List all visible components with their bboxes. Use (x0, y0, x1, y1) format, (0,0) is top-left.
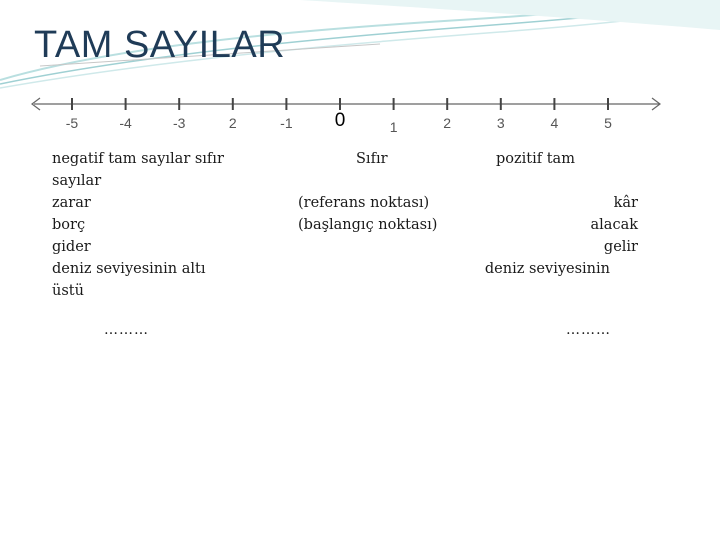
number-line (28, 95, 668, 137)
left-item: gider (52, 239, 91, 255)
right-item: kâr (613, 195, 638, 211)
positive-heading: pozitif tam (496, 151, 575, 167)
tick-label: 3 (496, 115, 505, 131)
tick-label: 2 (443, 115, 452, 131)
left-item: deniz seviyesinin altı (52, 261, 206, 277)
tick-label: -3 (172, 115, 186, 131)
page-title: TAM SAYILAR (34, 24, 286, 66)
negative-heading: negatif tam sayılar sıfır (52, 151, 224, 167)
left-item: üstü (52, 283, 84, 299)
center-item: (referans noktası) (298, 195, 430, 211)
left-item: zarar (52, 195, 91, 211)
tick-label: -4 (119, 115, 132, 131)
tick-label: -1 (280, 115, 293, 131)
tick-label: 2 (228, 115, 237, 131)
left-item: sayılar (52, 173, 102, 189)
right-item: alacak (590, 217, 638, 233)
tick-label: 0 (334, 110, 346, 131)
right-item: gelir (603, 239, 638, 255)
zero-heading: Sıfır (356, 151, 388, 167)
center-item: (başlangıç noktası) (298, 217, 438, 233)
tick-label: 5 (604, 115, 612, 131)
right-ellipsis: ……… (566, 322, 611, 338)
tick-label: 4 (550, 115, 559, 131)
right-item: deniz seviyesinin (484, 261, 610, 277)
tick-label: 1 (389, 119, 398, 135)
left-ellipsis: ……… (104, 322, 149, 338)
tick-label: -5 (65, 115, 79, 131)
left-item: borç (52, 217, 86, 233)
